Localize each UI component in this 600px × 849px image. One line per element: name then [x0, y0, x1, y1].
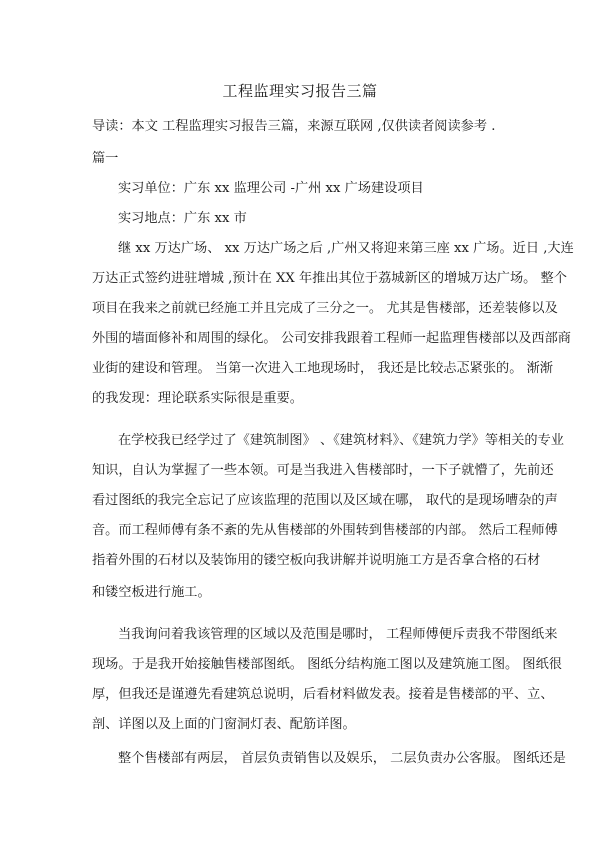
document-title: 工程监理实习报告三篇 [222, 82, 378, 100]
paragraph-line: 在学校我已经学过了《建筑制图》 、《建筑材料》、《建筑力学》等相关的专业 [118, 433, 564, 448]
paragraph-line: 的我发现：理论联系实际很是重要。 [92, 391, 303, 406]
paragraph-line: 当我询问着我该管理的区域以及范围是哪时， 工程师傅便斥责我不带图纸来 [118, 627, 558, 642]
internship-unit: 实习单位：广东 xx 监理公司 -广州 xx 广场建设项目 [118, 181, 424, 196]
paragraph-line: 业街的建设和管理。 当第一次进入工地现场时， 我还是比较忐忑紧张的。 渐渐 [92, 361, 553, 376]
paragraph-line: 知识，自认为掌握了一些本领。可是当我进入售楼部时，一下子就懵了，先前还 [92, 463, 554, 478]
paragraph-line: 音。而工程师傅有条不紊的先从售楼部的外围转到售楼部的内部。 然后工程师傅 [92, 523, 558, 538]
paragraph-line: 整个售楼部有两层， 首层负责销售以及娱乐， 二层负责办公客服。 图纸还是 [118, 751, 566, 766]
paragraph-line: 现场。于是我开始接触售楼部图纸。 图纸分结构施工图以及建筑施工图。 图纸很 [92, 657, 562, 672]
internship-place: 实习地点：广东 xx 市 [118, 211, 247, 226]
section-label: 篇一 [92, 151, 119, 166]
paragraph-line: 项目在我来之前就已经施工并且完成了三分之一。 尤其是售楼部，还差装修以及 [92, 301, 558, 316]
paragraph-line: 剖、详图以及上面的门窗洞灯表、配筋详图。 [92, 717, 356, 732]
paragraph-line: 指着外围的石材以及装饰用的镂空板向我讲解并说明施工方是否拿合格的石材 [92, 553, 541, 568]
paragraph-line: 万达正式签约进驻增城 ,预计在 XX 年推出其位于荔城新区的增城万达广场。 整个 [92, 271, 567, 286]
paragraph-line: 和镂空板进行施工。 [92, 585, 211, 600]
paragraph-line: 继 xx 万达广场、 xx 万达广场之后 ,广州又将迎来第三座 xx 广场。近日 ,大连 [118, 241, 574, 256]
intro-text: 导读：本文 工程监理实习报告三篇，来源互联网 ,仅供读者阅读参考 . [92, 119, 496, 134]
paragraph-line: 厚，但我还是谨遵先看建筑总说明，后看材料做发表。接着是售楼部的平、立、 [92, 687, 554, 702]
paragraph-line: 看过图纸的我完全忘记了应该监理的范围以及区域在哪， 取代的是现场嘈杂的声 [92, 493, 558, 508]
paragraph-line: 外围的墙面修补和周围的绿化。 公司安排我跟着工程师一起监理售楼部以及西部商 [92, 331, 571, 346]
